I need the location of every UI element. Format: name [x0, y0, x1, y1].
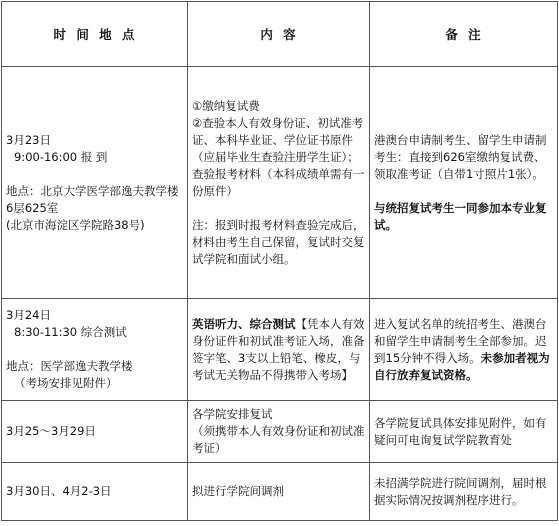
time-location-cell: [2, 67, 188, 299]
content-item-2: （须携带本人有效身份证和初试准考证）: [192, 424, 365, 455]
content-bold-text: 英语听力、综合测试: [192, 316, 296, 331]
table-row: [2, 299, 558, 401]
notes-cell: [370, 401, 558, 463]
location-note: （考场安排见附件）: [14, 376, 118, 390]
date-text: 3月30日、4月2-3日: [6, 484, 112, 498]
address-text: (北京市海淀区学院路38号): [6, 217, 145, 232]
time-text: 8:30-11:30 综合测试: [14, 325, 127, 339]
location-text: 地点：北京大学医学部逸夫教学楼6层625室: [6, 183, 179, 215]
header-content: 内 容: [188, 2, 370, 67]
date-text: 3月23日: [6, 132, 51, 147]
table-row: [2, 67, 558, 299]
table-row: [2, 463, 558, 521]
time-location-cell: [2, 299, 188, 401]
table-row: [2, 401, 558, 463]
content-item-1: 各学院安排复试: [192, 407, 273, 421]
header-notes: 备 注: [370, 2, 558, 67]
time-text: 9:00-16:00 报 到: [14, 149, 108, 164]
notes-cell: [370, 463, 558, 521]
header-time-location: 时 间 地 点: [2, 2, 188, 67]
location-text: 地点：医学部逸夫教学楼: [6, 359, 133, 373]
notes-cell: [370, 67, 558, 299]
time-location-cell: [2, 401, 188, 463]
content-item-1: ①缴纳复试费: [192, 98, 260, 113]
note-text: 进入复试名单的统招考生、港澳台和留学生申请制考生全部参加。迟到15分钟不得入场。: [374, 316, 547, 365]
table-header-row: [2, 2, 558, 67]
content-cell: [188, 67, 370, 299]
notes-cell: [370, 299, 558, 401]
content-text: 【凭本人有效身份证件和初试准考证入场，准备签字笔、3支以上铅笔、橡皮，与考试无关物品不得携带入考场】: [192, 316, 365, 382]
content-item-1: 拟进行学院间调剂: [192, 484, 284, 498]
content-item-2: ②查验本人有效身份证、初试准考证、本科毕业证、学位证书原件（应届毕业生查验注册学生证）；查验报考材料（本科成绩单需有一份原件）: [192, 115, 365, 198]
content-cell: [188, 401, 370, 463]
note-text: 各学院复试具体安排见附件，如有疑问可电询复试学院教育处: [374, 415, 547, 447]
content-cell: [188, 299, 370, 401]
content-note: 注：报到时报考材料查验完成后，材料由考生自己保留，复试时交复试学院和面试小组。: [192, 217, 365, 266]
note-bold-text: 与统招复试考生一同参加本专业复试。: [374, 200, 547, 232]
time-location-cell: [2, 463, 188, 521]
date-text: 3月25～3月29日: [6, 424, 96, 438]
content-cell: [188, 463, 370, 521]
schedule-table: [1, 1, 558, 521]
note-text: 未招满学院进行院间调剂，届时根据实际情况按调剂程序进行。: [374, 475, 547, 507]
date-text: 3月24日: [6, 308, 51, 322]
note-text: 港澳台申请制考生、留学生申请制考生：直接到626室缴纳复试费、领取准考证（自带1寸照片1张）。: [374, 132, 547, 181]
note-bold-text: 未参加者视为自行放弃复试资格。: [374, 350, 550, 382]
